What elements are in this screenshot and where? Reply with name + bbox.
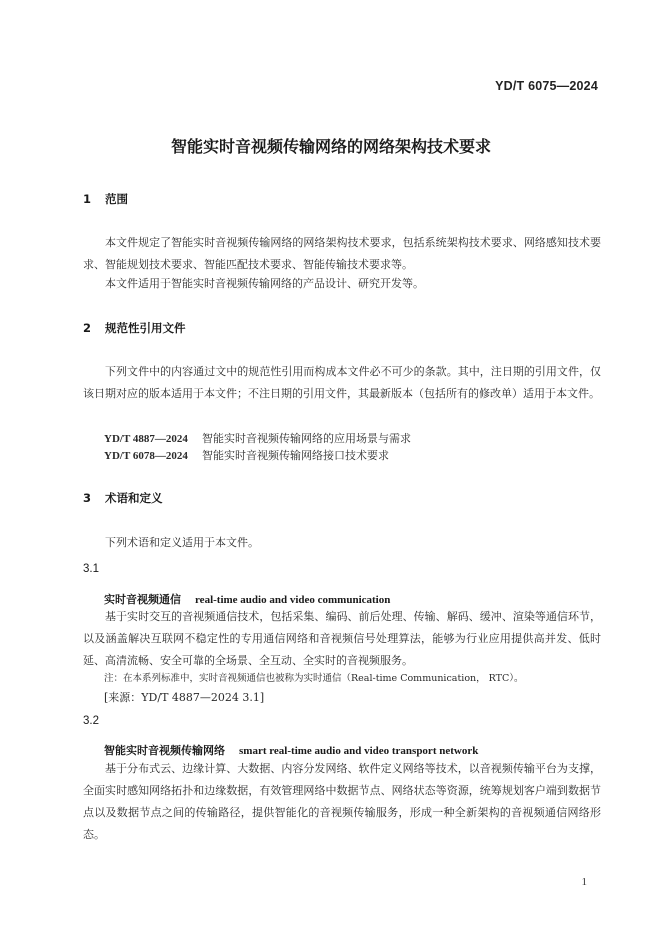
term-definition: 基于分布式云、边缘计算、大数据、内容分发网络、软件定义网络等技术，以音视频传输平台为支撑，全面实时感知网络拓扑和边缘数据，有效管理网络中数据节点、网络状态等资源，统筹规划客户端到数据节点以及数据节点之间的传输路径，提供智能化的音视频传输服务，形成一种全新架构的音视频通信网络形态。 xyxy=(83,762,601,841)
section-number: 1 xyxy=(83,192,92,206)
page-number: 1 xyxy=(581,876,587,888)
term-chinese: 智能实时音视频传输网络 xyxy=(104,744,225,757)
section-1-heading xyxy=(83,191,128,207)
term-chinese: 实时音视频通信 xyxy=(104,593,181,606)
term-english: smart real-time audio and video transport network xyxy=(239,745,479,757)
term-english: real-time audio and video communication xyxy=(195,594,391,606)
section-2-heading xyxy=(83,320,186,336)
reference-item xyxy=(104,447,389,463)
section-2-paragraph: 下列文件中的内容通过文中的规范性引用而构成本文件必不可少的条款。其中，注日期的引用文件，仅该日期对应的版本适用于本文件；不注日期的引用文件，其最新版本（包括所有的修改单）适用于本文件。 xyxy=(83,365,601,400)
section-3-intro: 下列术语和定义适用于本文件。 xyxy=(105,536,259,549)
term-heading xyxy=(104,591,390,607)
term-source: [来源：YD/T 4887—2024 3.1] xyxy=(104,691,265,704)
section-3-heading xyxy=(83,490,163,506)
term-definition: 基于实时交互的音视频通信技术，包括采集、编码、前后处理、传输、解码、缓冲、渲染等通信环节，以及涵盖解决互联网不稳定性的专用通信网络和音视频信号处理算法，能够为行业应用提供高并发、低时延、高清流畅、安全可靠的全场景、全互动、全实时的音视频服务。 xyxy=(83,610,601,667)
term-number: 3.1 xyxy=(83,563,99,575)
section-number: 3 xyxy=(83,491,92,505)
term-number: 3.2 xyxy=(83,715,99,727)
section-1-paragraph-2: 本文件适用于智能实时音视频传输网络的产品设计、研究开发等。 xyxy=(105,277,424,290)
document-title: 智能实时音视频传输网络的网络架构技术要求 xyxy=(170,137,491,156)
reference-code: YD/T 4887—2024 xyxy=(104,433,188,445)
section-title: 范围 xyxy=(105,192,128,206)
reference-code: YD/T 6078—2024 xyxy=(104,450,188,462)
section-title: 规范性引用文件 xyxy=(105,321,186,335)
reference-title: 智能实时音视频传输网络接口技术要求 xyxy=(202,449,389,462)
term-note: 注：在本系列标准中，实时音视频通信也被称为实时通信（Real-time Communication， RTC）。 xyxy=(104,673,524,684)
reference-item xyxy=(104,430,411,446)
reference-title: 智能实时音视频传输网络的应用场景与需求 xyxy=(202,432,411,445)
section-title: 术语和定义 xyxy=(105,491,163,505)
section-1-paragraph-1: 本文件规定了智能实时音视频传输网络的网络架构技术要求，包括系统架构技术要求、网络感知技术要求、智能规划技术要求、智能匹配技术要求、智能传输技术要求等。 xyxy=(83,236,601,271)
section-number: 2 xyxy=(83,321,92,335)
standard-code: YD/T 6075—2024 xyxy=(495,79,598,93)
term-heading xyxy=(104,742,478,758)
